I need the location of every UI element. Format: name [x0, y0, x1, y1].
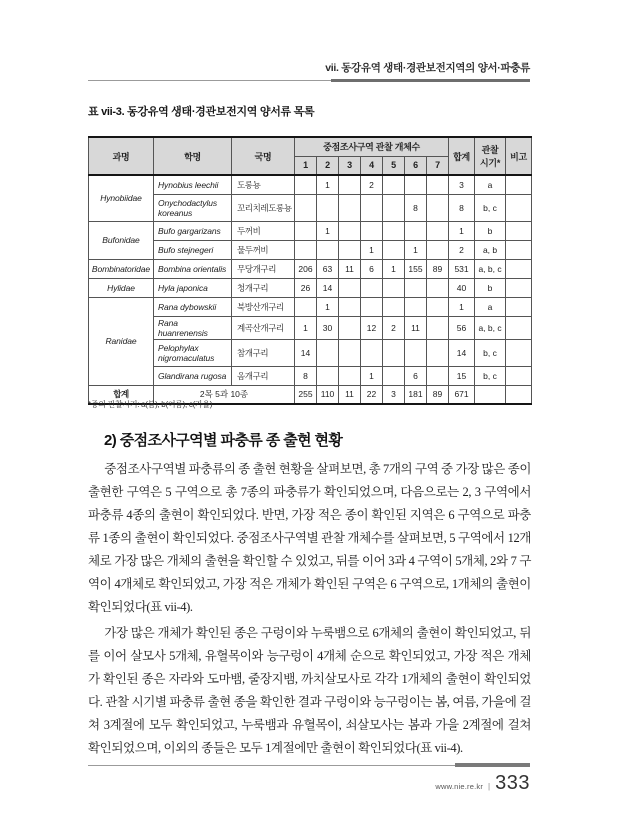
- season-cell: a: [475, 175, 506, 194]
- count-cell: 11: [339, 385, 361, 404]
- count-cell: [361, 297, 383, 316]
- row-total-cell: 531: [449, 259, 475, 278]
- count-cell: 26: [295, 278, 317, 297]
- season-cell: b, c: [475, 194, 506, 221]
- count-cell: 11: [405, 316, 427, 339]
- count-cell: [295, 221, 317, 240]
- col-header-note: 비고: [506, 137, 532, 175]
- count-cell: [405, 339, 427, 366]
- count-cell: [295, 194, 317, 221]
- table-row: [89, 339, 532, 366]
- season-cell: a: [475, 297, 506, 316]
- row-total-cell: 8: [449, 194, 475, 221]
- col-header-zone-6: 6: [405, 156, 427, 175]
- count-cell: [427, 297, 449, 316]
- row-total-cell: 15: [449, 366, 475, 385]
- count-cell: [383, 366, 405, 385]
- count-cell: [361, 339, 383, 366]
- family-cell: Hynobiidae: [89, 175, 154, 221]
- note-cell: [506, 316, 532, 339]
- note-cell: [506, 221, 532, 240]
- table-row: [89, 297, 532, 316]
- count-cell: 255: [295, 385, 317, 404]
- count-cell: [405, 221, 427, 240]
- count-cell: [383, 175, 405, 194]
- korean-name-cell: 꼬리치레도롱뇽: [232, 194, 295, 221]
- family-cell: Bombinatoridae: [89, 259, 154, 278]
- scientific-name-cell: Rana huanrenensis: [154, 316, 232, 339]
- note-cell: [506, 339, 532, 366]
- footer-rule-thick-segment: [455, 763, 530, 767]
- count-cell: [383, 194, 405, 221]
- col-header-total: 합계: [449, 137, 475, 175]
- count-cell: 2: [383, 316, 405, 339]
- count-cell: [295, 297, 317, 316]
- scientific-name-cell: Hynobius leechii: [154, 175, 232, 194]
- count-cell: [339, 221, 361, 240]
- count-cell: 1: [383, 259, 405, 278]
- row-total-cell: 56: [449, 316, 475, 339]
- count-cell: 6: [361, 259, 383, 278]
- paragraph-2: 가장 많은 개체가 확인된 종은 구렁이와 누룩뱀으로 6개체의 출현이 확인되었고, 뒤를 이어 살모사 5개체, 유혈목이와 능구렁이 4개체 순으로 확인되었고, 가장 적은 개체가 확인된 종은 자라와 도마뱀, 줄장지뱀, 까치살모사로 각각 1개체의 출현이 확인되었다. 관찰 시기별 파충류 출현 종을 확인한 결과 구렁이와 능구렁이는 봄, 여름, 가을에 걸쳐 3계절에 모두 확인되었고, 누룩뱀과 유혈목이, 쇠살모사는 봄과 가을 2계절에 걸쳐 확인되었으며, 이외의 종들은 모두 1계절에만 출현이 확인되었다(표 vii-4).: [88, 626, 531, 755]
- count-cell: 181: [405, 385, 427, 404]
- count-cell: 8: [295, 366, 317, 385]
- count-cell: 63: [317, 259, 339, 278]
- table-row: [89, 221, 532, 240]
- row-total-cell: 1: [449, 221, 475, 240]
- scientific-name-cell: Bufo gargarizans: [154, 221, 232, 240]
- scientific-name-cell: Pelophylax nigromaculatus: [154, 339, 232, 366]
- footer-rule: [88, 765, 530, 766]
- note-cell: [506, 194, 532, 221]
- season-cell: b, c: [475, 366, 506, 385]
- scientific-name-cell: Rana dybowskii: [154, 297, 232, 316]
- count-cell: [427, 194, 449, 221]
- count-cell: 14: [317, 278, 339, 297]
- table-row: [89, 240, 532, 259]
- col-header-zone-7: 7: [427, 156, 449, 175]
- row-total-cell: 3: [449, 175, 475, 194]
- count-cell: 14: [295, 339, 317, 366]
- count-cell: [339, 194, 361, 221]
- note-cell: [506, 259, 532, 278]
- footer-separator: |: [488, 782, 491, 791]
- count-cell: [427, 175, 449, 194]
- amphibian-species-table: [88, 136, 532, 405]
- count-cell: [383, 221, 405, 240]
- count-cell: [339, 297, 361, 316]
- family-cell: Ranidae: [89, 297, 154, 385]
- count-cell: [383, 240, 405, 259]
- season-cell: b: [475, 221, 506, 240]
- table-footnote: *종의 관찰시기: a(봄), b(여름), c(가을): [88, 400, 213, 409]
- count-cell: 1: [317, 297, 339, 316]
- count-cell: 89: [427, 385, 449, 404]
- row-total-cell: 1: [449, 297, 475, 316]
- count-cell: [317, 240, 339, 259]
- row-total-cell: 40: [449, 278, 475, 297]
- count-cell: 11: [339, 259, 361, 278]
- col-header-season: 관찰 시기*: [475, 137, 506, 175]
- scientific-name-cell: Glandirana rugosa: [154, 366, 232, 385]
- row-total-cell: 14: [449, 339, 475, 366]
- footer-site-url: www.nie.re.kr: [435, 782, 484, 791]
- season-cell: a, b, c: [475, 316, 506, 339]
- season-cell: a, b: [475, 240, 506, 259]
- season-cell: a, b, c: [475, 259, 506, 278]
- note-cell: [506, 385, 532, 404]
- page-number: 333: [495, 772, 530, 794]
- note-cell: [506, 366, 532, 385]
- count-cell: [339, 278, 361, 297]
- col-header-zone-3: 3: [339, 156, 361, 175]
- count-cell: 89: [427, 259, 449, 278]
- col-header-korean-name: 국명: [232, 137, 295, 175]
- count-cell: 2: [361, 175, 383, 194]
- count-cell: [427, 240, 449, 259]
- count-cell: [317, 339, 339, 366]
- count-cell: [361, 221, 383, 240]
- count-cell: [295, 240, 317, 259]
- count-cell: [405, 297, 427, 316]
- note-cell: [506, 175, 532, 194]
- table-row: [89, 175, 532, 194]
- paragraph-1: 중점조사구역별 파충류의 종 출현 현황을 살펴보면, 총 7개의 구역 중 가장 많은 종이 출현한 구역은 5 구역으로 총 7종의 파충류가 확인되었으며, 다음으로는 2, 3 구역에서 파충류 4종의 출현이 확인되었다. 반면, 가장 적은 종이 확인된 지역은 6 구역으로 파충류 1종의 출현이 확인되었다. 중점조사구역별 관찰 개체수를 살펴보면, 5 구역에서 12개체로 가장 많은 개체의 출현을 확인할 수 있었고, 뒤를 이어 3과 4 구역이 5개체, 2와 7 구역이 4개체로 확인되었고, 가장 적은 개체가 확인된 구역은 6 구역으로, 1개체의 출현이 확인되었다(표 vii-4).: [88, 462, 531, 614]
- season-cell: b, c: [475, 339, 506, 366]
- korean-name-cell: 물두꺼비: [232, 240, 295, 259]
- count-cell: 155: [405, 259, 427, 278]
- note-cell: [506, 240, 532, 259]
- korean-name-cell: 참개구리: [232, 339, 295, 366]
- row-total-cell: 2: [449, 240, 475, 259]
- scientific-name-cell: Onychodactylus koreanus: [154, 194, 232, 221]
- count-cell: [361, 194, 383, 221]
- count-cell: [339, 316, 361, 339]
- count-cell: 12: [361, 316, 383, 339]
- table-row: [89, 278, 532, 297]
- grand-total-cell: 671: [449, 385, 475, 404]
- korean-name-cell: 두꺼비: [232, 221, 295, 240]
- count-cell: 1: [405, 240, 427, 259]
- count-cell: [405, 175, 427, 194]
- season-cell: b: [475, 278, 506, 297]
- count-cell: 206: [295, 259, 317, 278]
- col-header-survey-group: 중점조사구역 관찰 개체수: [295, 137, 449, 156]
- count-cell: [317, 366, 339, 385]
- count-cell: [361, 278, 383, 297]
- col-header-zone-2: 2: [317, 156, 339, 175]
- korean-name-cell: 계곡산개구리: [232, 316, 295, 339]
- count-cell: [339, 339, 361, 366]
- table-caption: 표 vii-3. 동강유역 생태·경관보전지역 양서류 목록: [88, 106, 315, 118]
- col-header-family: 과명: [89, 137, 154, 175]
- count-cell: [339, 366, 361, 385]
- table-row: [89, 366, 532, 385]
- header-rule-thick-segment: [331, 79, 530, 82]
- korean-name-cell: 옴개구리: [232, 366, 295, 385]
- family-cell: Hylidae: [89, 278, 154, 297]
- col-header-zone-5: 5: [383, 156, 405, 175]
- count-cell: 8: [405, 194, 427, 221]
- count-cell: [339, 240, 361, 259]
- count-cell: [383, 297, 405, 316]
- count-cell: 1: [295, 316, 317, 339]
- col-header-scientific-name: 학명: [154, 137, 232, 175]
- count-cell: [383, 339, 405, 366]
- body-text: [88, 458, 531, 763]
- count-cell: [295, 175, 317, 194]
- count-cell: 3: [383, 385, 405, 404]
- family-cell: Bufonidae: [89, 221, 154, 259]
- total-summary-cell: 2목 5과 10종: [154, 385, 295, 404]
- col-header-zone-4: 4: [361, 156, 383, 175]
- count-cell: 1: [361, 240, 383, 259]
- count-cell: [427, 278, 449, 297]
- count-cell: 110: [317, 385, 339, 404]
- count-cell: 1: [317, 221, 339, 240]
- count-cell: 6: [405, 366, 427, 385]
- table-row: [89, 316, 532, 339]
- count-cell: [339, 175, 361, 194]
- scientific-name-cell: Bombina orientalis: [154, 259, 232, 278]
- count-cell: [427, 316, 449, 339]
- table-row: [89, 194, 532, 221]
- note-cell: [506, 297, 532, 316]
- header-rule: [88, 80, 530, 81]
- scientific-name-cell: Hyla japonica: [154, 278, 232, 297]
- total-label-cell: 합계: [89, 385, 154, 404]
- running-header-title: vii. 동강유역 생태·경관보전지역의 양서·파충류: [325, 62, 530, 74]
- count-cell: [317, 194, 339, 221]
- page-footer: [435, 772, 530, 795]
- col-header-zone-1: 1: [295, 156, 317, 175]
- scientific-name-cell: Bufo stejnegeri: [154, 240, 232, 259]
- korean-name-cell: 북방산개구리: [232, 297, 295, 316]
- korean-name-cell: 청개구리: [232, 278, 295, 297]
- count-cell: 22: [361, 385, 383, 404]
- count-cell: 1: [317, 175, 339, 194]
- season-cell: [475, 385, 506, 404]
- count-cell: [405, 278, 427, 297]
- section-heading: 2) 중점조사구역별 파충류 종 출현 현황: [104, 432, 343, 449]
- count-cell: 1: [361, 366, 383, 385]
- note-cell: [506, 278, 532, 297]
- korean-name-cell: 무당개구리: [232, 259, 295, 278]
- count-cell: [427, 221, 449, 240]
- table-row: [89, 259, 532, 278]
- count-cell: [427, 366, 449, 385]
- count-cell: [383, 278, 405, 297]
- count-cell: [427, 339, 449, 366]
- korean-name-cell: 도롱뇽: [232, 175, 295, 194]
- count-cell: 30: [317, 316, 339, 339]
